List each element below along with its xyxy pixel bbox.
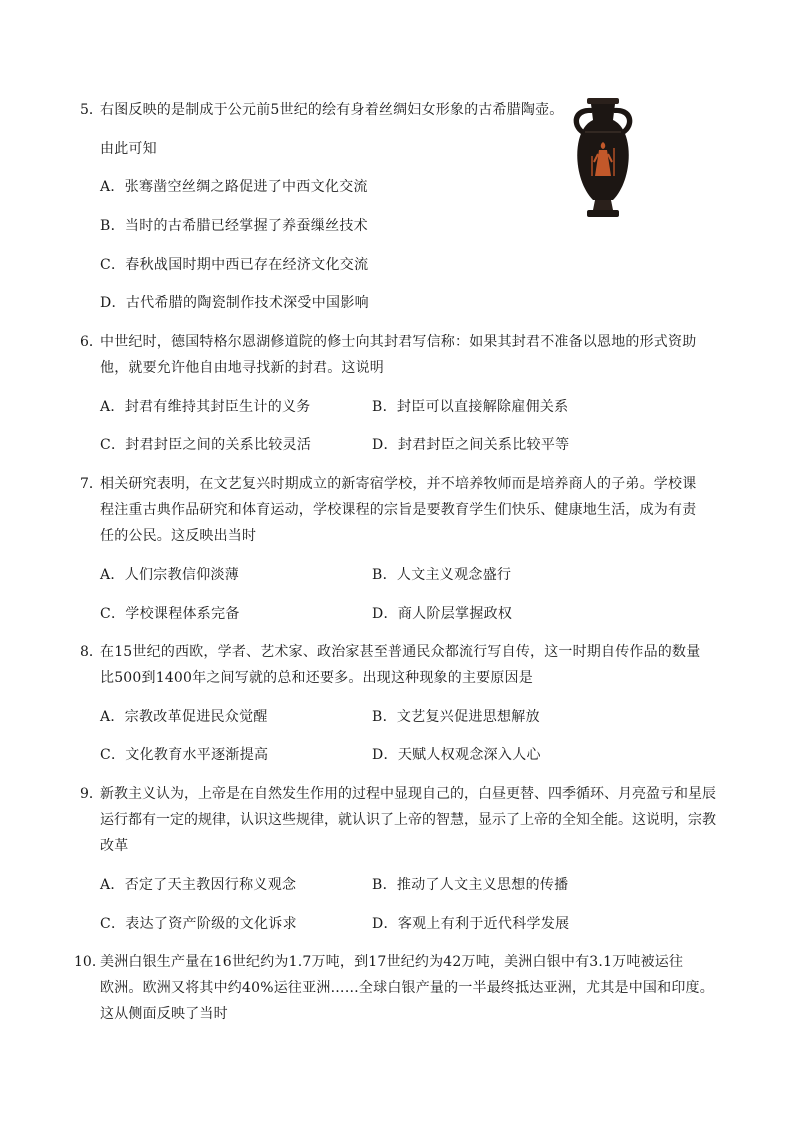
amphora-neck bbox=[591, 104, 615, 120]
q7-stem-line2: 程注重古典作品研究和体育运动，学校课程的宗旨是要教育学生们快乐、健康地生活，成为有责 bbox=[100, 502, 697, 518]
q5-stem-line1: 右图反映的是制成于公元前5世纪的绘有身着丝绸妇女形象的古希腊陶壶。 bbox=[100, 102, 564, 118]
q10-stem-line1: 美洲白银生产量在16世纪约为1.7万吨，到17世纪约为42万吨，美洲白银中有3.1万吨被运往 bbox=[100, 954, 684, 970]
q6-option-b: B．封臣可以直接解除雇佣关系 bbox=[372, 399, 569, 415]
q9-option-c: C．表达了资产阶级的文化诉求 bbox=[100, 916, 297, 932]
amphora-rim bbox=[587, 98, 619, 104]
q8-stem-line1: 在15世纪的西欧，学者、艺术家、政治家甚至普通民众都流行写自传，这一时期自传作品的数量 bbox=[100, 644, 701, 660]
q5-stem-line2: 由此可知 bbox=[100, 141, 157, 157]
q8-option-c: C．文化教育水平逐渐提高 bbox=[100, 747, 269, 763]
q7-option-d: D．商人阶层掌握政权 bbox=[372, 606, 513, 622]
q6-option-d: D．封君封臣之间关系比较平等 bbox=[372, 437, 570, 453]
q9-number: 9． bbox=[80, 786, 103, 802]
q8-option-d: D．天赋人权观念深入人心 bbox=[372, 747, 541, 763]
q8-option-a: A．宗教改革促进民众觉醒 bbox=[100, 709, 268, 725]
greek-amphora-image bbox=[565, 96, 641, 226]
q9-stem-line1: 新教主义认为，上帝是在自然发生作用的过程中显现自己的，白昼更替、四季循环、月亮盈亏和星辰 bbox=[100, 786, 716, 802]
q6-option-c: C．封君封臣之间的关系比较灵活 bbox=[100, 437, 312, 453]
q6-option-a: A．封君有维持其封臣生计的义务 bbox=[100, 399, 311, 415]
q6-stem-line1: 中世纪时，德国特格尔恩湖修道院的修士向其封君写信称：如果其封君不准备以恩地的形式资助 bbox=[100, 334, 697, 350]
q7-stem-line3: 任的公民。这反映出当时 bbox=[100, 528, 257, 544]
q7-option-c: C．学校课程体系完备 bbox=[100, 606, 240, 622]
q10-number: 10． bbox=[74, 954, 106, 970]
q5-number: 5． bbox=[80, 102, 103, 118]
q6-number: 6． bbox=[80, 334, 103, 350]
q8-stem-line2: 比500到1400年之间写就的总和还要多。出现这种现象的主要原因是 bbox=[100, 670, 533, 686]
q9-option-a: A．否定了天主教因行称义观念 bbox=[100, 877, 297, 893]
q10-stem-line3: 这从侧面反映了当时 bbox=[100, 1006, 228, 1022]
q8-option-b: B．文艺复兴促进思想解放 bbox=[372, 709, 540, 725]
q6-stem-line2: 他，就要允许他自由地寻找新的封君。这说明 bbox=[100, 360, 384, 376]
q9-option-d: D．客观上有利于近代科学发展 bbox=[372, 916, 570, 932]
q9-stem-line3: 改革 bbox=[100, 838, 129, 854]
q9-stem-line2: 运行都有一定的规律，认识这些规律，就认识了上帝的智慧，显示了上帝的全知全能。这说明，宗教 bbox=[100, 812, 716, 828]
q5-option-a: A．张骞凿空丝绸之路促进了中西文化交流 bbox=[100, 179, 368, 195]
q5-option-b: B．当时的古希腊已经掌握了养蚕缫丝技术 bbox=[100, 218, 368, 234]
q7-stem-line1: 相关研究表明，在文艺复兴时期成立的新寄宿学校，并不培养牧师而是培养商人的子弟。学校课 bbox=[100, 476, 697, 492]
q5-option-d: D．古代希腊的陶瓷制作技术深受中国影响 bbox=[100, 295, 369, 311]
q9-option-b: B．推动了人文主义思想的传播 bbox=[372, 877, 569, 893]
q7-option-a: A．人们宗教信仰淡薄 bbox=[100, 567, 240, 583]
amphora-foot bbox=[587, 210, 619, 217]
q5-option-c: C．春秋战国时期中西已存在经济文化交流 bbox=[100, 257, 369, 273]
q8-number: 8． bbox=[80, 644, 103, 660]
q7-option-b: B．人文主义观念盛行 bbox=[372, 567, 512, 583]
amphora-stem bbox=[593, 200, 613, 210]
q10-stem-line2: 欧洲。欧洲又将其中约40%运往亚洲……全球白银产量的一半最终抵达亚洲，尤其是中国和印度。 bbox=[100, 980, 714, 996]
q7-number: 7． bbox=[80, 476, 103, 492]
